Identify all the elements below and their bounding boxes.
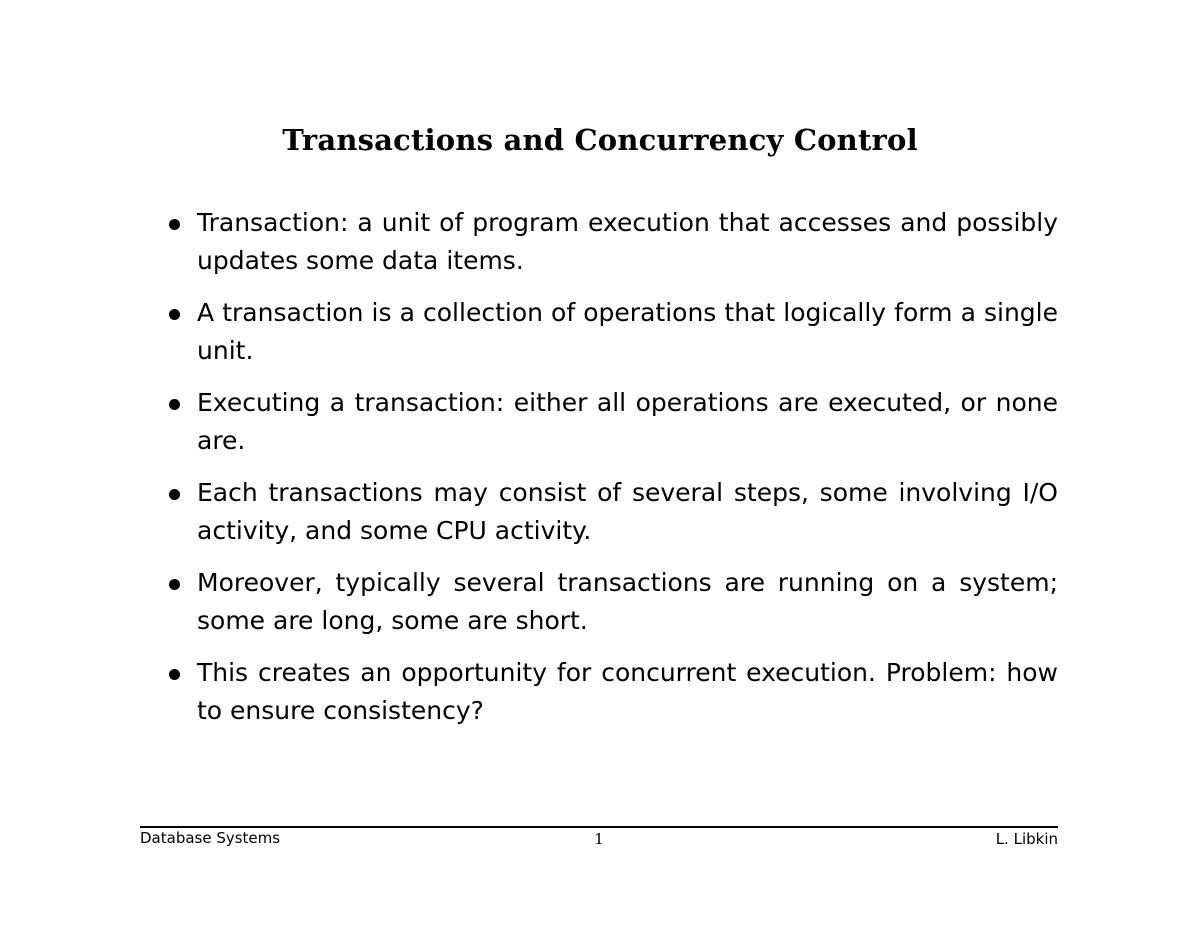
bullet-text: Moreover, typically several transactions are running on a system; some are long, some are short. bbox=[197, 568, 1058, 635]
footer-author: L. Libkin bbox=[995, 830, 1058, 848]
bullet-list bbox=[166, 204, 1058, 744]
bullet-item bbox=[166, 384, 1058, 460]
bullet-text: Executing a transaction: either all operations are executed, or none are. bbox=[197, 388, 1058, 455]
bullet-icon bbox=[169, 579, 180, 590]
bullet-item bbox=[166, 474, 1058, 550]
bullet-text: A transaction is a collection of operations that logically form a single unit. bbox=[197, 298, 1058, 365]
bullet-icon bbox=[169, 219, 180, 230]
bullet-item bbox=[166, 204, 1058, 280]
bullet-icon bbox=[169, 399, 180, 410]
bullet-item bbox=[166, 564, 1058, 640]
footer-course-name: Database Systems bbox=[140, 829, 281, 847]
bullet-text: Transaction: a unit of program execution that accesses and possibly updates some data items. bbox=[197, 208, 1058, 275]
bullet-item bbox=[166, 294, 1058, 370]
bullet-icon bbox=[169, 309, 180, 320]
bullet-icon bbox=[169, 669, 180, 680]
bullet-item bbox=[166, 654, 1058, 730]
bullet-text: Each transactions may consist of several steps, some involving I/O activity, and some CPU activity. bbox=[197, 478, 1058, 545]
bullet-icon bbox=[169, 489, 180, 500]
footer bbox=[140, 826, 1058, 848]
footer-page-number: 1 bbox=[594, 830, 604, 848]
slide-title: Transactions and Concurrency Control bbox=[282, 123, 918, 157]
bullet-text: This creates an opportunity for concurrent execution. Problem: how to ensure consistency? bbox=[197, 658, 1058, 725]
